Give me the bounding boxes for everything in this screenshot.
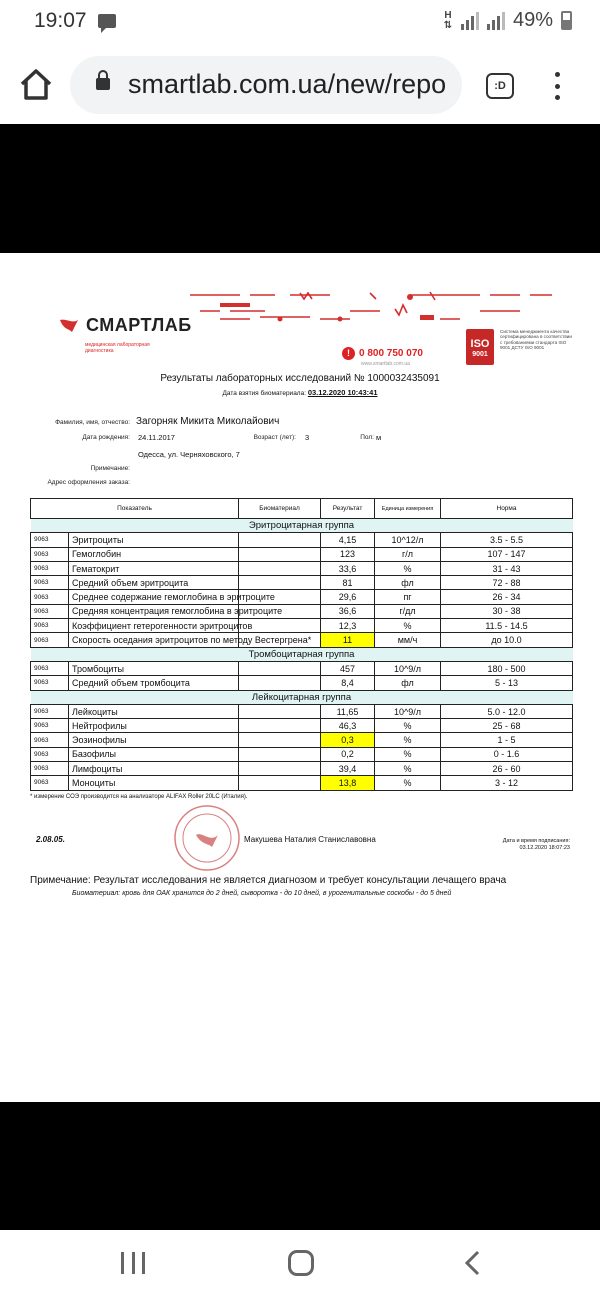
- cell-indicator: Тромбоциты: [69, 661, 239, 675]
- cell-code: 9063: [31, 533, 69, 547]
- cell-code: 9063: [31, 676, 69, 690]
- col-header-biomaterial: Биоматериал: [239, 499, 321, 519]
- table-group-row: [31, 647, 573, 661]
- cell-code: 9063: [31, 762, 69, 776]
- footnote: * измерение СОЭ производится на анализаторе ALIFAX Roller 20LC (Италия).: [30, 794, 248, 800]
- cell-result: 46,3: [321, 719, 375, 733]
- signed-label: Дата и время подписания:: [502, 838, 570, 844]
- home-icon: [16, 66, 56, 102]
- sample-date-label: Дата взятия биоматериала:: [222, 390, 307, 397]
- cell-code: 9063: [31, 561, 69, 575]
- signature: 2.08.05.: [36, 835, 65, 844]
- cell-norm: 0 - 1.6: [441, 747, 573, 761]
- iso-description: Система менеджмента качества сертифицирована в соответствии с требованиями стандарта ISO 9001 ДСТУ ISO 9001: [500, 329, 572, 351]
- brand-tagline: медицинская лабораторная диагностика: [85, 342, 150, 354]
- col-header-result: Результат: [321, 499, 375, 519]
- note-label: Примечание:: [90, 465, 130, 472]
- results-table: [30, 498, 573, 791]
- cell-unit: %: [375, 719, 441, 733]
- table-row: [31, 719, 573, 733]
- viewer-background-bottom: [0, 1102, 600, 1230]
- cell-code: 9063: [31, 547, 69, 561]
- table-row: [31, 776, 573, 790]
- iso-number: 9001: [472, 351, 488, 358]
- cell-norm: 3.5 - 5.5: [441, 533, 573, 547]
- cell-unit: %: [375, 776, 441, 790]
- cell-norm: 72 - 88: [441, 576, 573, 590]
- cell-norm: 107 - 147: [441, 547, 573, 561]
- cell-norm: 5.0 - 12.0: [441, 704, 573, 718]
- cell-code: 9063: [31, 661, 69, 675]
- cell-norm: 180 - 500: [441, 661, 573, 675]
- cell-biomaterial: [239, 719, 321, 733]
- patient-address: Одесса, ул. Черняховского, 7: [138, 450, 240, 459]
- table-group-row: [31, 519, 573, 533]
- cell-norm: 25 - 68: [441, 719, 573, 733]
- table-row: [31, 676, 573, 690]
- table-row: [31, 704, 573, 718]
- cell-unit: %: [375, 561, 441, 575]
- cell-unit: г/л: [375, 547, 441, 561]
- cell-result: 11: [321, 633, 375, 647]
- cell-indicator: Эритроциты: [69, 533, 239, 547]
- cell-biomaterial: [239, 547, 321, 561]
- table-row: [31, 576, 573, 590]
- cell-result: 81: [321, 576, 375, 590]
- nav-home-button[interactable]: [288, 1250, 314, 1276]
- back-button[interactable]: [460, 1249, 486, 1277]
- cell-norm: 3 - 12: [441, 776, 573, 790]
- cell-norm: 5 - 13: [441, 676, 573, 690]
- cell-result: 0,2: [321, 747, 375, 761]
- recent-apps-icon: [121, 1252, 124, 1274]
- status-icons: [443, 9, 572, 32]
- menu-dot-icon: [555, 84, 560, 89]
- back-icon: [460, 1249, 486, 1277]
- smartlab-logo-icon: [58, 316, 80, 336]
- cell-biomaterial: [239, 747, 321, 761]
- cell-result: 123: [321, 547, 375, 561]
- message-notification-icon: [98, 14, 116, 28]
- cell-unit: фл: [375, 576, 441, 590]
- lock-icon: [96, 78, 110, 90]
- cell-unit: %: [375, 619, 441, 633]
- cell-code: 9063: [31, 590, 69, 604]
- smartlab-logo: [58, 315, 192, 336]
- brand-name: СМАРТЛАБ: [86, 315, 192, 335]
- cell-norm: 26 - 34: [441, 590, 573, 604]
- table-row: [31, 547, 573, 561]
- cell-code: 9063: [31, 633, 69, 647]
- dob-value: 24.11.2017: [138, 433, 175, 442]
- cell-result: 33,6: [321, 561, 375, 575]
- hotline-number: 0 800 750 070: [359, 348, 423, 359]
- patient-name: Загорняк Микита Миколайович: [136, 416, 280, 427]
- col-header-norm: Норма: [441, 499, 573, 519]
- home-button[interactable]: [16, 66, 56, 102]
- cell-biomaterial: [239, 661, 321, 675]
- cell-norm: 26 - 60: [441, 762, 573, 776]
- cell-unit: г/дл: [375, 604, 441, 618]
- sample-date-value: 03.12.2020 10:43:41: [307, 388, 378, 397]
- status-bar: [0, 0, 600, 44]
- cell-unit: %: [375, 762, 441, 776]
- group-title: Тромбоцитарная группа: [31, 647, 573, 661]
- cell-result: 0,3: [321, 733, 375, 747]
- cell-code: 9063: [31, 704, 69, 718]
- battery-icon: [561, 11, 572, 30]
- signed-at: [410, 838, 570, 852]
- cell-norm: 31 - 43: [441, 561, 573, 575]
- cell-indicator: Средняя концентрация гемоглобина в эритроците: [69, 604, 239, 618]
- menu-dot-icon: [555, 72, 560, 77]
- cell-result: 12,3: [321, 619, 375, 633]
- cell-norm: 11.5 - 14.5: [441, 619, 573, 633]
- cell-code: 9063: [31, 619, 69, 633]
- cell-unit: 10^9/л: [375, 704, 441, 718]
- cell-result: 13,8: [321, 776, 375, 790]
- cell-result: 39,4: [321, 762, 375, 776]
- iso-label: ISO: [470, 338, 490, 350]
- cell-code: 9063: [31, 733, 69, 747]
- cell-result: 11,65: [321, 704, 375, 718]
- network-type-icon: H ⇅: [443, 9, 453, 31]
- cell-indicator: Эозинофилы: [69, 733, 239, 747]
- cell-biomaterial: [239, 676, 321, 690]
- table-row: [31, 747, 573, 761]
- cell-code: 9063: [31, 604, 69, 618]
- system-navigation-bar: [0, 1230, 600, 1298]
- cell-indicator: Скорость оседания эритроцитов по методу Вестергрена*: [69, 633, 239, 647]
- cell-unit: %: [375, 733, 441, 747]
- sex-label: Пол:: [360, 434, 374, 441]
- group-title: Лейкоцитарная группа: [31, 690, 573, 704]
- menu-dot-icon: [555, 95, 560, 100]
- cell-biomaterial: [239, 776, 321, 790]
- url-text: smartlab.com.ua/new/repo: [128, 69, 447, 99]
- iso-badge: [466, 329, 494, 365]
- cell-result: 4,15: [321, 533, 375, 547]
- table-row: [31, 590, 573, 604]
- cell-biomaterial: [239, 704, 321, 718]
- patient-name-label: Фамилия, имя, отчество:: [55, 419, 130, 426]
- table-row: [31, 661, 573, 675]
- cell-code: 9063: [31, 776, 69, 790]
- col-header-unit: [375, 499, 441, 519]
- cell-biomaterial: [239, 533, 321, 547]
- table-row: [31, 533, 573, 547]
- cell-biomaterial: [239, 561, 321, 575]
- doctor-name: Макушева Наталия Станиславовна: [244, 835, 376, 844]
- tab-switcher-button[interactable]: :D: [486, 73, 514, 99]
- cell-result: 8,4: [321, 676, 375, 690]
- signed-date: 03.12.2020 18:07:23: [519, 845, 570, 851]
- lab-website: www.smartlab.com.ua: [361, 361, 410, 367]
- results-table-body: [31, 519, 573, 791]
- cell-unit: мм/ч: [375, 633, 441, 647]
- cell-indicator: Среднее содержание гемоглобина в эритроците: [69, 590, 239, 604]
- table-row: [31, 762, 573, 776]
- cell-indicator: Средний объем эритроцита: [69, 576, 239, 590]
- cell-indicator: Моноциты: [69, 776, 239, 790]
- cell-code: 9063: [31, 719, 69, 733]
- report-note: Примечание: Результат исследования не является диагнозом и требует консультации лечащего врача: [30, 875, 507, 886]
- report-title: Результаты лабораторных исследований № 1000032435091: [160, 373, 440, 384]
- cell-unit: пг: [375, 590, 441, 604]
- browser-toolbar: [0, 44, 600, 124]
- cell-biomaterial: [239, 762, 321, 776]
- table-group-row: [31, 690, 573, 704]
- cell-biomaterial: [239, 733, 321, 747]
- browser-menu-button[interactable]: [552, 72, 562, 100]
- cell-norm: 1 - 5: [441, 733, 573, 747]
- age-value: 3: [305, 433, 310, 442]
- table-row: [31, 733, 573, 747]
- sample-date: [0, 388, 600, 397]
- cell-result: 29,6: [321, 590, 375, 604]
- table-header-row: [31, 499, 573, 519]
- cell-unit: 10^12/л: [375, 533, 441, 547]
- hotline: [342, 347, 423, 360]
- age-label: Возраст (лет):: [253, 434, 296, 441]
- cell-biomaterial: [239, 576, 321, 590]
- lab-stamp: [172, 803, 242, 873]
- cell-code: 9063: [31, 576, 69, 590]
- network-type-label: H: [444, 9, 452, 21]
- battery-percent: 49%: [512, 9, 553, 31]
- signal-icon-1: [461, 12, 479, 30]
- cell-indicator: Коэффициент гетерогенности эритроцитов: [69, 619, 239, 633]
- cell-indicator: Лимфоциты: [69, 762, 239, 776]
- cell-indicator: Лейкоциты: [69, 704, 239, 718]
- table-row: [31, 604, 573, 618]
- cell-result: 36,6: [321, 604, 375, 618]
- cell-result: 457: [321, 661, 375, 675]
- dob-label: Дата рождения:: [82, 434, 130, 441]
- viewer-background-top: [0, 124, 600, 253]
- order-address-label: Адрес оформления заказа:: [47, 479, 130, 486]
- storage-info: Биоматериал: кровь для ОАК хранится до 2 дней, сыворотка - до 10 дней, в урогенитальные соскобы - до 5 дней: [72, 890, 452, 897]
- cell-indicator: Гематокрит: [69, 561, 239, 575]
- cell-norm: до 10.0: [441, 633, 573, 647]
- cell-indicator: Базофилы: [69, 747, 239, 761]
- recent-apps-button[interactable]: [121, 1252, 145, 1274]
- group-title: Эритроцитарная группа: [31, 519, 573, 533]
- status-time: 19:07: [34, 9, 87, 32]
- lab-report-document: [0, 253, 600, 1102]
- col-header-unit-label: Единица измерения: [381, 505, 434, 512]
- cell-unit: фл: [375, 676, 441, 690]
- cell-unit: %: [375, 747, 441, 761]
- table-row: [31, 561, 573, 575]
- col-header-indicator: Показатель: [31, 499, 239, 519]
- cell-indicator: Гемоглобин: [69, 547, 239, 561]
- cell-norm: 30 - 38: [441, 604, 573, 618]
- signal-icon-2: [487, 12, 505, 30]
- table-row: [31, 633, 573, 647]
- cell-indicator: Средний объем тромбоцита: [69, 676, 239, 690]
- cell-unit: 10^9/л: [375, 661, 441, 675]
- phone-icon: !: [342, 347, 355, 360]
- address-bar[interactable]: [70, 56, 462, 114]
- table-row: [31, 619, 573, 633]
- sex-value: м: [376, 433, 382, 442]
- cell-code: 9063: [31, 747, 69, 761]
- cell-indicator: Нейтрофилы: [69, 719, 239, 733]
